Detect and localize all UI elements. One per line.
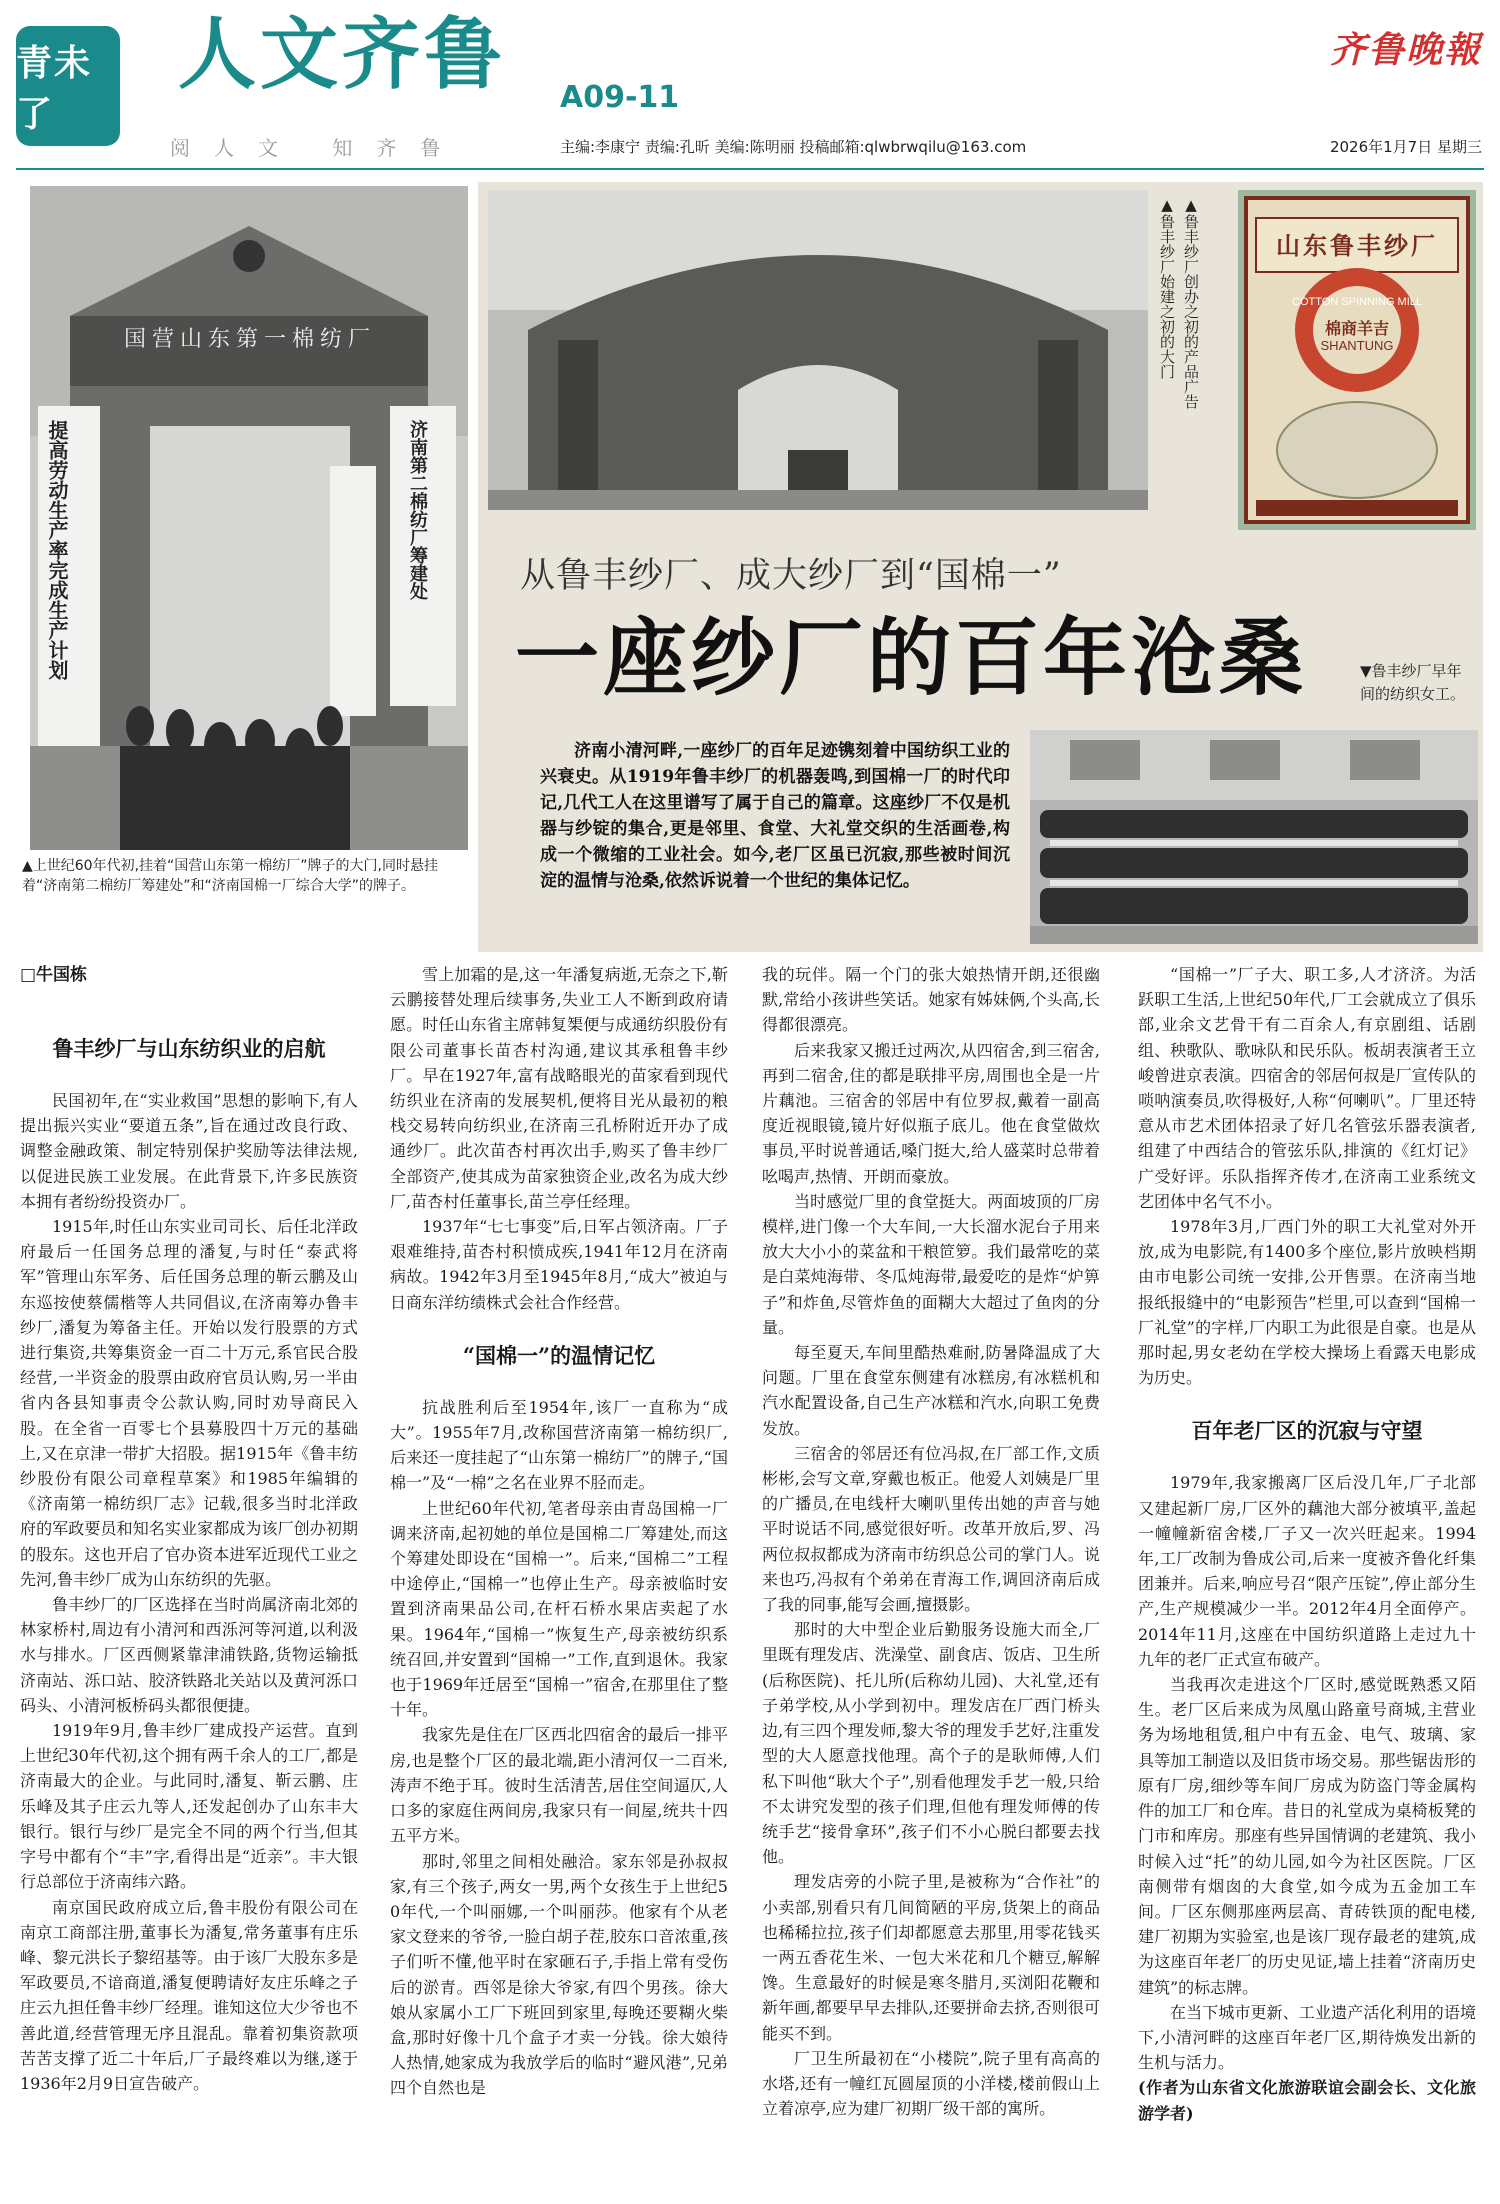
article-column-3 [762, 962, 1100, 2121]
early-gate-photo [488, 190, 1148, 510]
ad-caption: ▲鲁丰纱厂创办之初的产品广告 [1182, 196, 1200, 409]
ad-brand-en: COTTON SPINNING MILL [1292, 296, 1422, 308]
paragraph: 后来我家又搬迁过两次,从四宿舍,到三宿舍,再到二宿舍,住的都是联排平房,周围也全是一片片藕池。三宿舍的邻居中有位罗叔,戴着一副高度近视眼镜,镜片好似瓶子底儿。他在食堂做炊事员,平时说普通话,嗓门挺大,给人盛菜时总带着吆喝声,热情、开朗而豪放。 [762, 1040, 1100, 1186]
ad-brand-cn: 山东鲁丰纱厂 [1276, 231, 1438, 260]
paragraph: 每至夏天,车间里酷热难耐,防暑降温成了大问题。厂里在食堂东侧建有冰糕房,有冰糕机和汽水配置设备,自己生产冰糕和汽水,向职工免费发放。 [762, 1343, 1100, 1438]
section-heading: “国棉一”的温情记忆 [462, 1342, 656, 1368]
ad-label: 棉商羊吉 [1324, 319, 1389, 338]
paragraph: 1979年,我家搬离厂区后没几年,厂子北部又建起新厂房,厂区外的藕池大部分被填平,盖起一幢幢新宿舍楼,厂子又一次兴旺起来。1994年,工厂改制为鲁成公司,后来一度被齐鲁化纤集团兼并。后来,响应号召“限产压锭”,停止部分生产,生产规模减少一半。2012年4月全面停产。2014年11月,这座在中国纺织道路上走过九十九年的老厂正式宣布破产。 [1138, 1473, 1476, 1669]
masthead-rule [16, 168, 1484, 170]
paragraph: “国棉一”厂子大、职工多,人才济济。为活跃职工生活,上世纪50年代,厂工会就成立了俱乐部,业余文艺骨干有二百余人,有京剧组、话剧组、秧歌队、歌咏队和民乐队。板胡表演者王立峻曾进京表演。四宿舍的邻居何叔是厂宣传队的唢呐演奏员,吹得极好,人称“何喇叭”。厂里还特意从市艺术团体招录了好几名管弦乐器表演者,组建了中西结合的管弦乐队,排演的《红灯记》广受好评。乐队指挥齐传才,在济南工业系统文艺团体中名气不小。 [1138, 965, 1476, 1211]
paragraph: 三宿舍的邻居还有位冯叔,在厂部工作,文质彬彬,会写文章,穿戴也板正。他爱人刘姨是厂里的广播员,在电线杆大喇叭里传出她的声音与她平时说话不同,感觉很好听。改革开放后,罗、冯两位叔叔都成为济南市纺织总公司的掌门人。说来也巧,冯叔有个弟弟在青海工作,调回济南后成了我的同事,能写会画,擅摄影。 [762, 1443, 1100, 1615]
paragraph: 那时的大中型企业后勤服务设施大而全,厂里既有理发店、洗澡堂、副食店、饭店、卫生所(后称医院)、托儿所(后称幼儿园)、大礼堂,还有子弟学校,从小学到初中。理发店在厂西门桥头边,有三四个理发师,黎大爷的理发手艺好,注重发型的大人愿意找他理。高个子的是耿师傅,人们私下叫他“耿大个子”,别看他理发手艺一般,只给不太讲究发型的孩子们理,但他有理发师傅的传统手艺“接骨拿环”,孩子们不小心脱臼都要去找他。 [762, 1620, 1100, 1867]
author-byline: □牛国栋 [20, 965, 88, 985]
paragraph: 民国初年,在“实业救国”思想的影响下,有人提出振兴实业“要道五条”,旨在通过改良行政、调整金融政策、制定特别保护奖励等法律法规,以促进民族工业发展。在此背景下,许多民族资本拥有者纷纷投资办厂。 [20, 1091, 358, 1211]
newspaper-brand: 齐鲁晚報 [1329, 29, 1482, 71]
paragraph: 1915年,时任山东实业司司长、后任北洋政府最后一任国务总理的潘复,与时任“泰武将军”管理山东军务、后任国务总理的靳云鹏及山东巡按使蔡儒楷等人共同倡议,在济南筹办鲁丰纱厂,潘复为筹备主任。开始以发行股票的方式进行集资,共筹集资金一百二十万元,系官民合股经营,一半资金的股票由政府官员认购,另一半由省内各县知事责令公款认购,同时劝导商民入股。在全省一百零七个县募股四十万元的基础上,又在京津一带扩大招股。据1915年《鲁丰纺纱股份有限公司章程草案》和1985年编辑的《济南第一棉纺织厂志》记载,很多当时北洋政府的军政要员和知名实业家都成为该厂创办初期的股东。这也开启了官办资本进军近现代工业之先河,鲁丰纱厂成为山东纺织的先驱。 [20, 1217, 358, 1589]
paragraph: 上世纪60年代初,笔者母亲由青岛国棉一厂调来济南,起初她的单位是国棉二厂筹建处,而这个筹建处即设在“国棉一”。后来,“国棉二”工程中途停止,“国棉一”也停止生产。母亲被临时安置到济南果品公司,在杆石桥水果店卖起了水果。1964年,“国棉一”恢复生产,母亲被纺织系统召回,并安置到“国棉一”工作,直到退休。我家也于1969年迁居至“国棉一”宿舍,在那里住了整十年。 [390, 1498, 728, 1720]
paragraph: 那时,邻里之间相处融洽。家东邻是孙叔叔家,有三个孩子,两女一男,两个女孩生于上世纪50年代,一个叫丽娜,一个叫丽莎。他家有个从老家文登来的爷爷,一脸白胡子茬,胶东口音浓重,孩子们听不懂,他平时在家砸石子,手指上常有受伤后的淤青。西邻是徐大爷家,有四个男孩。徐大娘从家属小工厂下班回到家里,每晚还要糊火柴盒,那时好像十几个盒子才卖一分钱。徐大娘待人热情,她家成为我放学后的临时“避风港”,兄弟四个自然也是 [390, 1851, 728, 2098]
gate-banner-right: 济南第二棉纺厂筹建处 [407, 420, 428, 600]
paragraph: 1937年“七七事变”后,日军占领济南。厂子艰难维持,苗杏村积愤成疾,1941年12月在济南病故。1942年3月至1945年8月,“成大”被迫与日商东洋纺绩株式会社合作经营。 [390, 1217, 728, 1312]
paragraph: 当时感觉厂里的食堂挺大。两面坡顶的厂房模样,进门像一个大车间,一大长溜水泥台子用来放大大小小的菜盆和干粮笸箩。我们最常吃的菜是白菜炖海带、冬瓜炖海带,最爱吃的是炸“炉箅子”和炸鱼,尽管炸鱼的面糊大大超过了鱼肉的分量。 [762, 1191, 1100, 1337]
paragraph: 抗战胜利后至1954年,该厂一直称为“成大”。1955年7月,改称国营济南第一棉纺织厂,后来还一度挂起了“山东第一棉纺厂”的牌子,“国棉一”及“一棉”之名在业界不胫而走。 [390, 1397, 728, 1493]
paragraph: 我家先是住在厂区西北四宿舍的最后一排平房,也是整个厂区的最北端,距小清河仅一二百米,涛声不绝于耳。彼时生活清苦,居住空间逼仄,人口多的家庭住两间房,我家只有一间屋,统共十四五平方米。 [390, 1725, 728, 1846]
editor-credits: 主编:李康宁 责编:孔昕 美编:陈明丽 投稿邮箱:qlwbrwqilu@163.com [560, 138, 1027, 156]
paragraph: 理发店旁的小院子里,是被称为“合作社”的小卖部,别看只有几间简陋的平房,货架上的商品也稀稀拉拉,孩子们却都愿意去那里,用零花钱买一两五香花生米、一包大米花和几个糖豆,解解馋。生意最好的时候是寒冬腊月,买浏阳花鞭和新年画,都要早早去排队,还要拼命去挤,否则很可能买不到。 [762, 1872, 1100, 2043]
column-logo [16, 26, 120, 146]
section-tagline: 阅人文 知齐鲁 [170, 136, 465, 160]
gate-banner-left: 提高劳动生产率完成生产计划 [45, 420, 69, 680]
ad-shantung: SHANTUNG [1320, 338, 1394, 353]
issue-date: 2026年1月7日 星期三 [1329, 138, 1482, 156]
paragraph: 厂卫生所最初在“小楼院”,院子里有高高的水塔,还有一幢红瓦圆屋顶的小洋楼,楼前假山上立着凉亭,应为建厂初期厂级干部的寓所。 [762, 2048, 1100, 2119]
headline-title: 一座纱厂的百年沧桑 [515, 608, 1308, 707]
lead-paragraph: 济南小清河畔,一座纱厂的百年足迹镌刻着中国纺织工业的兴衰史。从1919年鲁丰纱厂的机器轰鸣,到国棉一厂的时代印记,几代工人在这里谱写了属于自己的篇章。这座纱厂不仅是机器与纱锭的集合,更是邻里、食堂、大礼堂交织的生活画卷,构成一个微缩的工业社会。如今,老厂区虽已沉寂,那些被时间沉淀的温情与沧桑,依然诉说着一个世纪的集体记忆。 [540, 741, 1010, 891]
paragraph: 我的玩伴。隔一个门的张大娘热情开朗,还很幽默,常给小孩讲些笑话。她家有姊妹俩,个头高,长得都很漂亮。 [762, 965, 1100, 1035]
workers-caption: ▼鲁丰纱厂早年间的纺织女工。 [1360, 662, 1466, 703]
early-gate-caption: ▲鲁丰纱厂始建之初的大门 [1158, 196, 1176, 379]
author-note: (作者为山东省文化旅游联谊会副会长、文化旅游学者) [1138, 2078, 1476, 2123]
gate-photo-caption: ▲上世纪60年代初,挂着“国营山东第一棉纺厂”牌子的大门,同时悬挂着“济南第二棉纺厂筹建处”和“济南国棉一厂综合大学”的牌子。 [22, 858, 438, 894]
section-title: 人文齐鲁 [178, 9, 507, 100]
paragraph: 雪上加霜的是,这一年潘复病逝,无奈之下,靳云鹏接替处理后续事务,失业工人不断到政府请愿。时任山东省主席韩复榘便与成通纺织股份有限公司董事长苗杏村沟通,建议其承租鲁丰纱厂。早在1927年,富有战略眼光的苗家看到现代纺织业在济南的发展契机,便将目光从最初的粮栈交易转向纺织业,在济南三孔桥附近开办了成通纱厂。此次苗杏村再次出手,购买了鲁丰纱厂全部资产,使其成为苗家独资企业,改名为成大纱厂,苗杏村任董事长,苗兰亭任经理。 [390, 965, 728, 1211]
paragraph: 1978年3月,厂西门外的职工大礼堂对外开放,成为电影院,有1400多个座位,影片放映档期由市电影公司统一安排,公开售票。在济南当地报纸报缝中的“电影预告”栏里,可以查到“国棉一厂礼堂”的字样,厂内职工为此很是自豪。也是从那时起,男女老幼在学校大操场上看露天电影成为历史。 [1138, 1217, 1476, 1388]
paragraph: 在当下城市更新、工业遗产活化利用的语境下,小清河畔的这座百年老厂区,期待焕发出新的生机与活力。 [1138, 2002, 1476, 2073]
article-column-1 [20, 962, 358, 2096]
gate-sign-text: 国营山东第一棉纺厂 [123, 327, 376, 352]
page-code: A09-11 [560, 80, 680, 115]
section-heading: 百年老厂区的沉寂与守望 [1191, 1418, 1423, 1444]
paragraph: 南京国民政府成立后,鲁丰股份有限公司在南京工商部注册,董事长为潘复,常务董事有庄乐峰、黎元洪长子黎绍基等。由于该厂大股东多是军政要员,不谙商道,潘复便聘请好友庄乐峰之子庄云九担任鲁丰纱厂经理。谁知这位大少爷也不善此道,经营管理无序且混乱。靠着初集资款项苦苦支撑了近二十年后,厂子最终难以为继,遂于1936年2月9日宣告破产。 [20, 1897, 358, 2093]
paragraph: 1919年9月,鲁丰纱厂建成投产运营。直到上世纪30年代初,这个拥有两千余人的工厂,都是济南最大的企业。与此同时,潘复、靳云鹏、庄乐峰及其子庄云九等人,还发起创办了山东丰大银行。银行与纱厂是完全不同的两个行当,但其字号中都有个“丰”字,看得出是“近亲”。丰大银行总部位于济南纬六路。 [20, 1721, 358, 1892]
paragraph: 当我再次走进这个厂区时,感觉既熟悉又陌生。老厂区后来成为凤凰山路童号商城,主营业务为场地租赁,租户中有五金、电气、玻璃、家具等加工制造以及旧货市场交易。那些锯齿形的原有厂房,细纱等车间厂房成为防盗门等金属构件的加工厂和仓库。昔日的礼堂成为桌椅板凳的门市和库房。那座有些异国情调的老建筑、我小时候入过“托”的幼儿园,如今为社区医院。厂区南侧带有烟囱的大食堂,如今成为五金加工车间。厂区东侧那座两层高、青砖铁顶的配电楼,建厂初期为实验室,也是该厂现存最老的建筑,成为这座百年老厂的历史见证,墙上挂着“济南历史建筑”的标志牌。 [1138, 1675, 1476, 1997]
column-logo-text: 青未了 [16, 42, 93, 135]
gate-photo [30, 186, 468, 850]
section-heading: 鲁丰纱厂与山东纺织业的启航 [52, 1036, 326, 1061]
workers-photo [1030, 730, 1478, 944]
paragraph: 鲁丰纱厂的厂区选择在当时尚属济南北郊的林家桥村,周边有小清河和西泺河等河道,以利汲水与排水。厂区西侧紧靠津浦铁路,货物运输抵济南站、泺口站、胶济铁路北关站以及黄河泺口码头、小清河板桥码头都很便捷。 [20, 1595, 358, 1715]
headline-subtitle: 从鲁丰纱厂、成大纱厂到“国棉一” [520, 556, 1062, 596]
article-column-2 [390, 962, 728, 2101]
article-column-4 [1138, 962, 1476, 2126]
